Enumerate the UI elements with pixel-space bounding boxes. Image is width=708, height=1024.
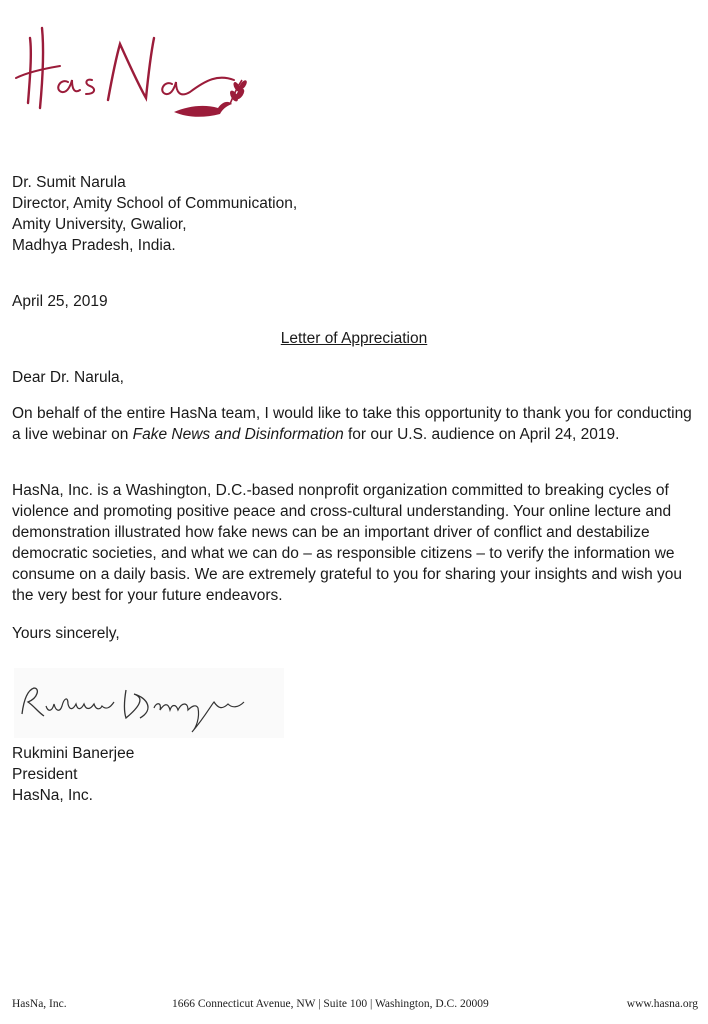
subject-text: Letter of Appreciation xyxy=(280,330,428,347)
letter-date: April 25, 2019 xyxy=(12,293,108,310)
letter-subject xyxy=(0,328,708,349)
paragraph-1-start: On behalf of the entire HasNa team, I would like to take this opportunity to thank you for conducting a live webinar on xyxy=(12,405,692,443)
salutation: Dear Dr. Narula, xyxy=(12,369,124,386)
paragraph-1 xyxy=(12,403,702,445)
signer-organization: HasNa, Inc. xyxy=(12,787,93,804)
footer-org: HasNa, Inc. xyxy=(12,998,67,1010)
paragraph-2: HasNa, Inc. is a Washington, D.C.-based nonprofit organization committed to breaking cycles of violence and promoting positive peace and cross-cultural understanding. Your online lecture and demonstration illustrated how fake news can be an important driver of conflict and destabilize democratic societies, and what we can do – as responsible citizens – to verify the information we consume on a daily basis. We are extremely grateful to you for sharing your insights and wish you the very best for your future endeavors. xyxy=(12,482,682,604)
closing: Yours sincerely, xyxy=(12,625,120,642)
signer-role: President xyxy=(12,766,78,783)
recipient-title: Director, Amity School of Communication, xyxy=(12,195,298,212)
dove-with-olive-branch-icon xyxy=(8,8,248,120)
recipient-institution: Amity University, Gwalior, xyxy=(12,216,187,233)
signer-block xyxy=(12,743,702,806)
paragraph-1-end: for our U.S. audience on April 24, 2019. xyxy=(343,426,620,443)
hasna-logo xyxy=(8,8,248,120)
handwritten-signature xyxy=(14,668,284,738)
letterhead-footer xyxy=(0,998,708,1014)
footer-website[interactable]: www.hasna.org xyxy=(626,998,698,1010)
recipient-location: Madhya Pradesh, India. xyxy=(12,237,176,254)
footer-address: 1666 Connecticut Avenue, NW | Suite 100 | Washington, D.C. 20009 xyxy=(172,998,489,1010)
recipient-name: Dr. Sumit Narula xyxy=(12,174,126,191)
recipient-address xyxy=(12,172,702,256)
webinar-title: Fake News and Disinformation xyxy=(132,426,344,443)
signer-name: Rukmini Banerjee xyxy=(12,745,135,762)
